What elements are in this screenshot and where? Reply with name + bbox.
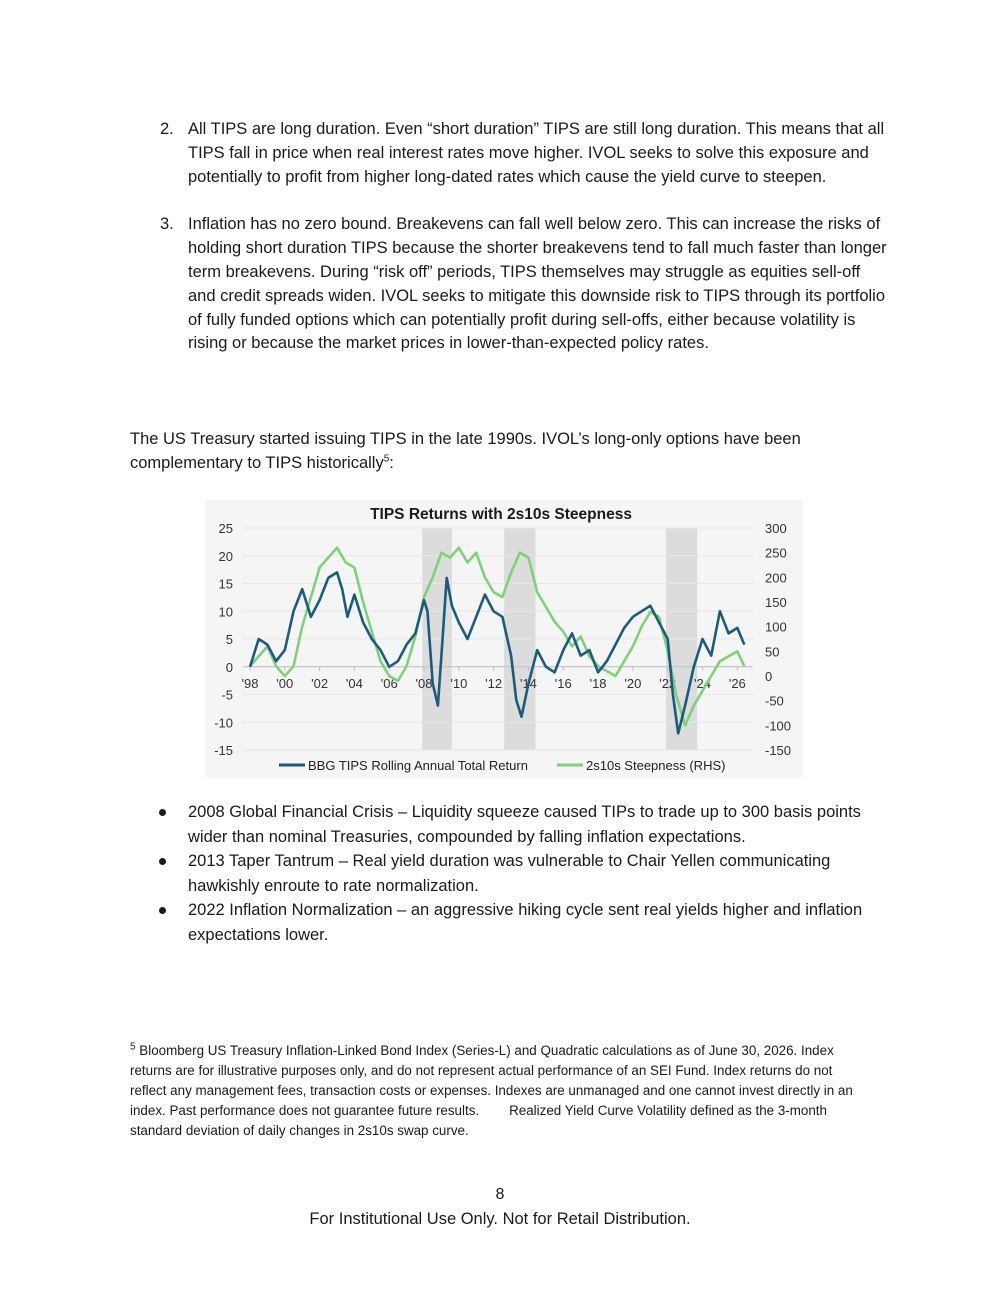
y-left-tick-label: 20 xyxy=(218,548,233,564)
x-tick-label: '22 xyxy=(659,675,677,691)
x-tick-label: '08 xyxy=(415,675,433,691)
bullet-text: 2008 Global Financial Crisis – Liquidity squeeze caused TIPs to trade up to 300 basis points wider than nominal Treasuries, compounded by falling inflation expectations. xyxy=(188,803,861,846)
y-right-tick-label: 100 xyxy=(765,619,787,635)
chart-container xyxy=(205,500,803,778)
list-number: 2. xyxy=(160,120,174,138)
bullet-text: 2013 Taper Tantrum – Real yield duration was vulnerable to Chair Yellen communicating hawkishly enroute to rate normalization. xyxy=(188,852,831,895)
legend-label-tips: BBG TIPS Rolling Annual Total Return xyxy=(308,758,528,773)
x-tick-label: '18 xyxy=(589,675,607,691)
tips-chart xyxy=(205,500,803,778)
y-left-tick-label: 25 xyxy=(218,521,233,536)
x-tick-label: '12 xyxy=(485,675,503,691)
list-item xyxy=(130,213,890,356)
list-item xyxy=(130,118,890,189)
page-number: 8 xyxy=(495,1186,505,1203)
footnote-text: Bloomberg US Treasury Inflation-Linked Bond Index (Series-L) and Quadratic calculations as of June 30, 2026. Index returns are for illustrative purposes only, and do not represent actual performance of an SEI Fund. Index returns do not reflect any management fees, transaction costs or expenses. Indexes are unmanaged and one cannot invest directly in an index. Past performance does not guarantee future results. xyxy=(130,1043,853,1118)
y-left-tick-label: -10 xyxy=(214,715,233,731)
list-item-text: Inflation has no zero bound. Breakevens can fall well below zero. This can increase the risks of holding short duration TIPS because the shorter breakevens tend to fall much faster than longer term breakevens. During “risk off” periods, TIPS themselves may struggle as equities sell-off and credit spreads widen. IVOL seeks to mitigate this downside risk to TIPS through its portfolio of fully funded options which can potentially profit during sell-offs, either because volatility is rising or because the market prices in lower-than-expected policy rates. xyxy=(188,215,887,353)
intro-suffix: : xyxy=(389,453,394,472)
y-right-tick-label: 250 xyxy=(765,545,787,561)
bullet-dot xyxy=(159,858,166,865)
bullet-dot xyxy=(159,809,166,816)
bullet-item xyxy=(130,898,890,947)
x-tick-label: '14 xyxy=(519,675,537,691)
x-tick-label: '04 xyxy=(345,675,363,691)
x-tick-label: '00 xyxy=(276,675,294,691)
bullet-item xyxy=(130,800,890,849)
y-right-tick-label: 300 xyxy=(765,521,787,536)
x-tick-label: '98 xyxy=(241,675,259,691)
footnote xyxy=(130,1041,870,1141)
list-number: 3. xyxy=(160,215,174,234)
chart-title: TIPS Returns with 2s10s Steepness xyxy=(370,506,632,523)
x-tick-label: '06 xyxy=(380,675,398,691)
y-left-tick-label: 15 xyxy=(218,576,233,592)
y-right-tick-label: -100 xyxy=(765,718,792,734)
intro-paragraph xyxy=(130,428,870,476)
footnote-text-2: Realized Yield Curve Volatility defined as the 3-month standard deviation of daily changes in 2s10s swap curve. xyxy=(130,1103,827,1138)
y-right-tick-label: 200 xyxy=(765,570,787,586)
x-tick-label: '02 xyxy=(311,675,329,691)
y-left-tick-label: 10 xyxy=(218,604,233,620)
footnote-marker: 5 xyxy=(130,1041,136,1053)
x-tick-label: '24 xyxy=(694,675,711,691)
y-right-tick-label: 0 xyxy=(765,669,773,684)
y-right-tick-label: -50 xyxy=(765,693,784,709)
numbered-list xyxy=(130,118,890,356)
y-left-tick-label: -5 xyxy=(221,687,233,703)
x-tick-label: '16 xyxy=(554,675,572,691)
y-left-tick-label: 5 xyxy=(225,632,233,647)
bullet-dot xyxy=(159,907,166,914)
y-right-tick-label: 50 xyxy=(765,644,780,660)
intro-text: The US Treasury started issuing TIPS in the late 1990s. IVOL’s long-only options have been complementary to TIPS historically xyxy=(130,430,801,472)
y-right-tick-label: -150 xyxy=(765,743,792,758)
y-left-tick-label: 0 xyxy=(225,659,233,675)
bullet-list xyxy=(130,800,890,947)
x-tick-label: '10 xyxy=(450,675,468,691)
legend-label-steepness: 2s10s Steepness (RHS) xyxy=(586,758,726,773)
x-tick-label: '26 xyxy=(728,675,746,691)
y-right-tick-label: 150 xyxy=(765,595,787,610)
footnote-ref: 5 xyxy=(383,453,390,465)
x-tick-label: '20 xyxy=(624,675,642,691)
bullet-item xyxy=(130,849,890,898)
bullet-text: 2022 Inflation Normalization – an aggressive hiking cycle sent real yields higher and inflation expectations lower. xyxy=(188,901,863,944)
y-left-tick-label: -15 xyxy=(214,743,233,758)
disclaimer: For Institutional Use Only. Not for Retail Distribution. xyxy=(309,1210,691,1228)
list-item-text: All TIPS are long duration. Even “short duration” TIPS are still long duration. This means that all TIPS fall in price when real interest rates move higher. IVOL seeks to solve this exposure and potentially to profit from higher long-dated rates which cause the yield curve to steepen. xyxy=(188,120,885,186)
